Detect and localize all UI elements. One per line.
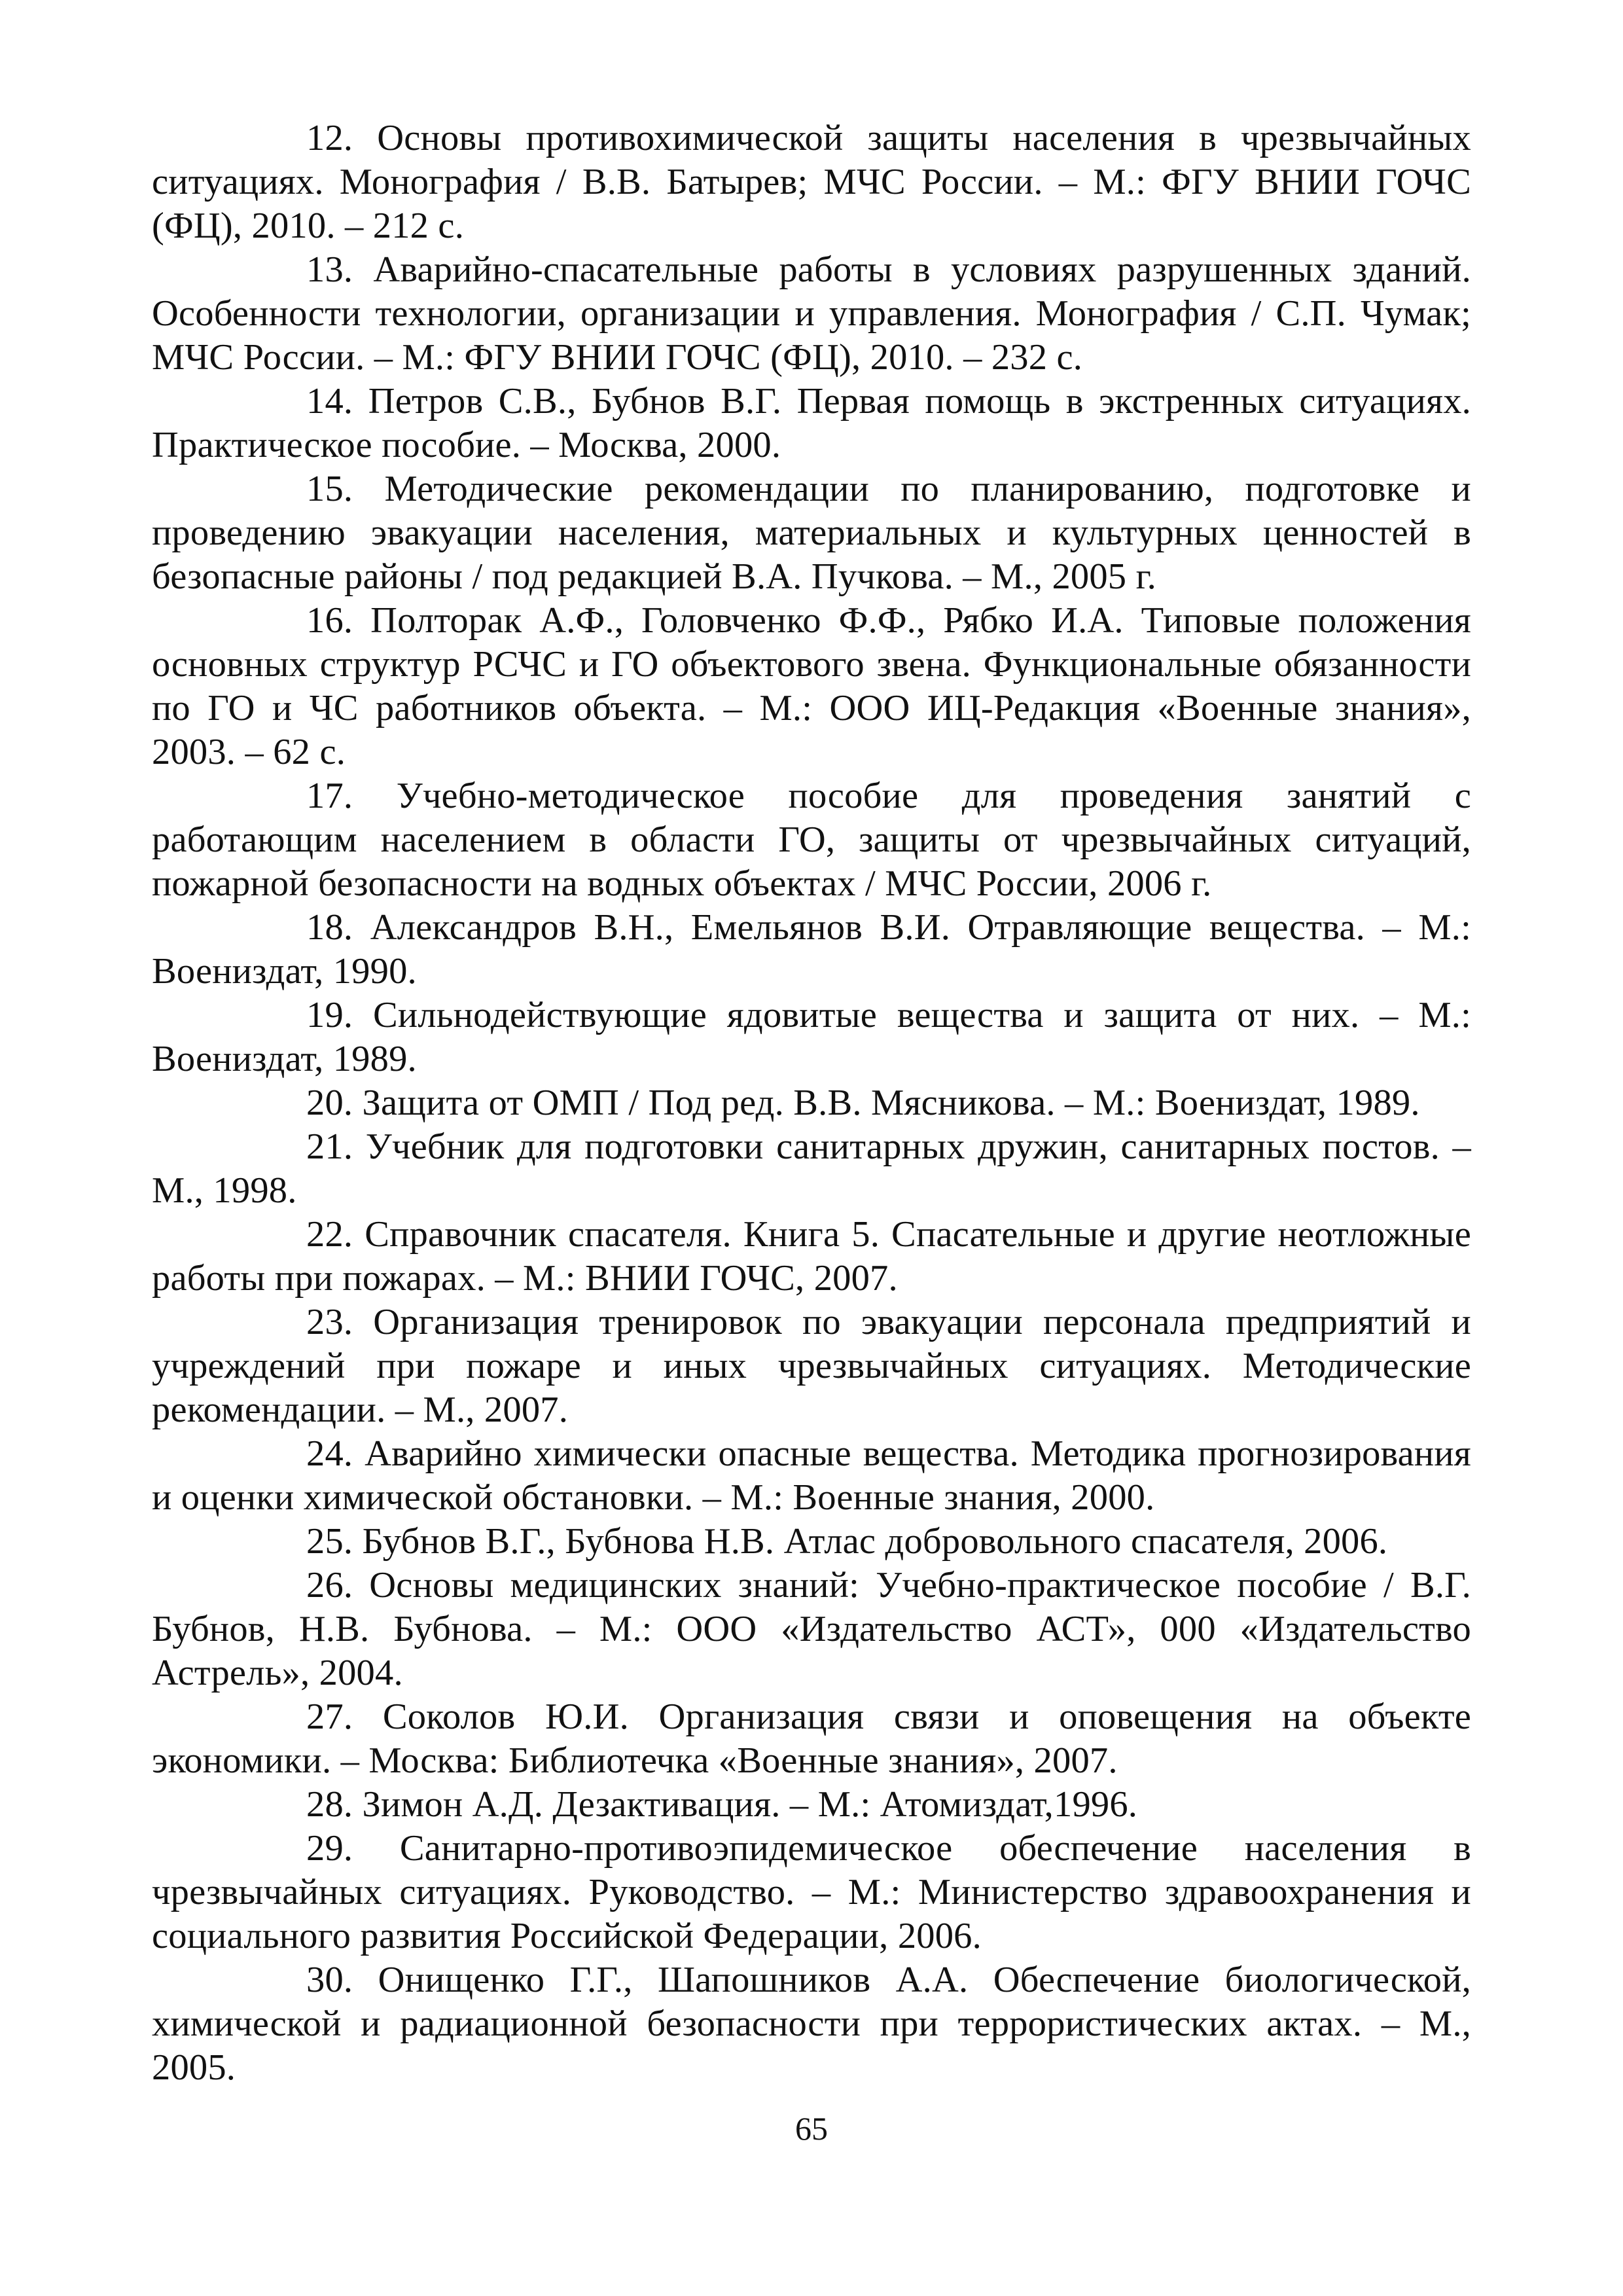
reference-item-22: 22. Справочник спасателя. Книга 5. Спасательные и другие неотложные работы при пожарах. – М.: ВНИИ ГОЧС, 2007. <box>152 1214 1471 1299</box>
reference-item-28: 28. Зимон А.Д. Дезактивация. – М.: Атомиздат,1996. <box>306 1784 1138 1825</box>
reference-item-13: 13. Аварийно-спасательные работы в условиях разрушенных зданий. Особенности технологии, организации и управления. Монография / С.П. Чумак; МЧС России. – М.: ФГУ ВНИИ ГОЧС (ФЦ), 2010. – 232 с. <box>152 249 1471 378</box>
reference-item-16: 16. Полторак А.Ф., Головченко Ф.Ф., Рябко И.А. Типовые положения основных структур РСЧС и ГО объектового звена. Функциональные обязанности по ГО и ЧС работников объекта. – М.: ООО ИЦ-Редакция «Военные знания», 2003. – 62 с. <box>152 600 1471 772</box>
reference-list <box>152 117 1471 2090</box>
reference-item-21: 21. Учебник для подготовки санитарных дружин, санитарных постов. – М., 1998. <box>152 1126 1471 1211</box>
page-number: 65 <box>795 2110 828 2147</box>
reference-item-17: 17. Учебно-методическое пособие для проведения занятий с работающим населением в области ГО, защиты от чрезвычайных ситуаций, пожарной безопасности на водных объектах / МЧС России, 2006 г. <box>152 776 1471 904</box>
reference-item-27: 27. Соколов Ю.И. Организация связи и оповещения на объекте экономики. – Москва: Библиотечка «Военные знания», 2007. <box>152 1696 1471 1781</box>
reference-item-19: 19. Сильнодействующие ядовитые вещества и защита от них. – М.: Воениздат, 1989. <box>152 995 1471 1079</box>
reference-item-18: 18. Александров В.Н., Емельянов В.И. Отравляющие вещества. – М.: Воениздат, 1990. <box>152 907 1471 992</box>
reference-item-26: 26. Основы медицинских знаний: Учебно-практическое пособие / В.Г. Бубнов, Н.В. Бубнова. – М.: ООО «Издательство АСТ», 000 «Издательство Астрель», 2004. <box>152 1565 1471 1693</box>
reference-item-29: 29. Санитарно-противоэпидемическое обеспечение населения в чрезвычайных ситуациях. Руководство. – М.: Министерство здравоохранения и социального развития Российской Федерации, 2006. <box>152 1828 1471 1956</box>
reference-item-30: 30. Онищенко Г.Г., Шапошников А.А. Обеспечение биологической, химической и радиационной безопасности при террористических актах. – М., 2005. <box>152 1960 1471 2088</box>
reference-item-23: 23. Организация тренировок по эвакуации персонала предприятий и учреждений при пожаре и иных чрезвычайных ситуациях. Методические рекомендации. – М., 2007. <box>152 1302 1471 1430</box>
reference-item-20: 20. Защита от ОМП / Под ред. В.В. Мясникова. – М.: Воениздат, 1989. <box>306 1083 1420 1123</box>
reference-item-12: 12. Основы противохимической защиты населения в чрезвычайных ситуациях. Монография / В.В. Батырев; МЧС России. – М.: ФГУ ВНИИ ГОЧС (ФЦ), 2010. – 212 с. <box>152 118 1471 246</box>
reference-item-14: 14. Петров С.В., Бубнов В.Г. Первая помощь в экстренных ситуациях. Практическое пособие. – Москва, 2000. <box>152 381 1471 465</box>
reference-item-15: 15. Методические рекомендации по планированию, подготовке и проведению эвакуации населения, материальных и культурных ценностей в безопасные районы / под редакцией В.А. Пучкова. – М., 2005 г. <box>152 469 1471 597</box>
reference-item-25: 25. Бубнов В.Г., Бубнова Н.В. Атлас добровольного спасателя, 2006. <box>306 1521 1388 1562</box>
reference-item-24: 24. Аварийно химически опасные вещества. Методика прогнозирования и оценки химической обстановки. – М.: Военные знания, 2000. <box>152 1433 1471 1518</box>
